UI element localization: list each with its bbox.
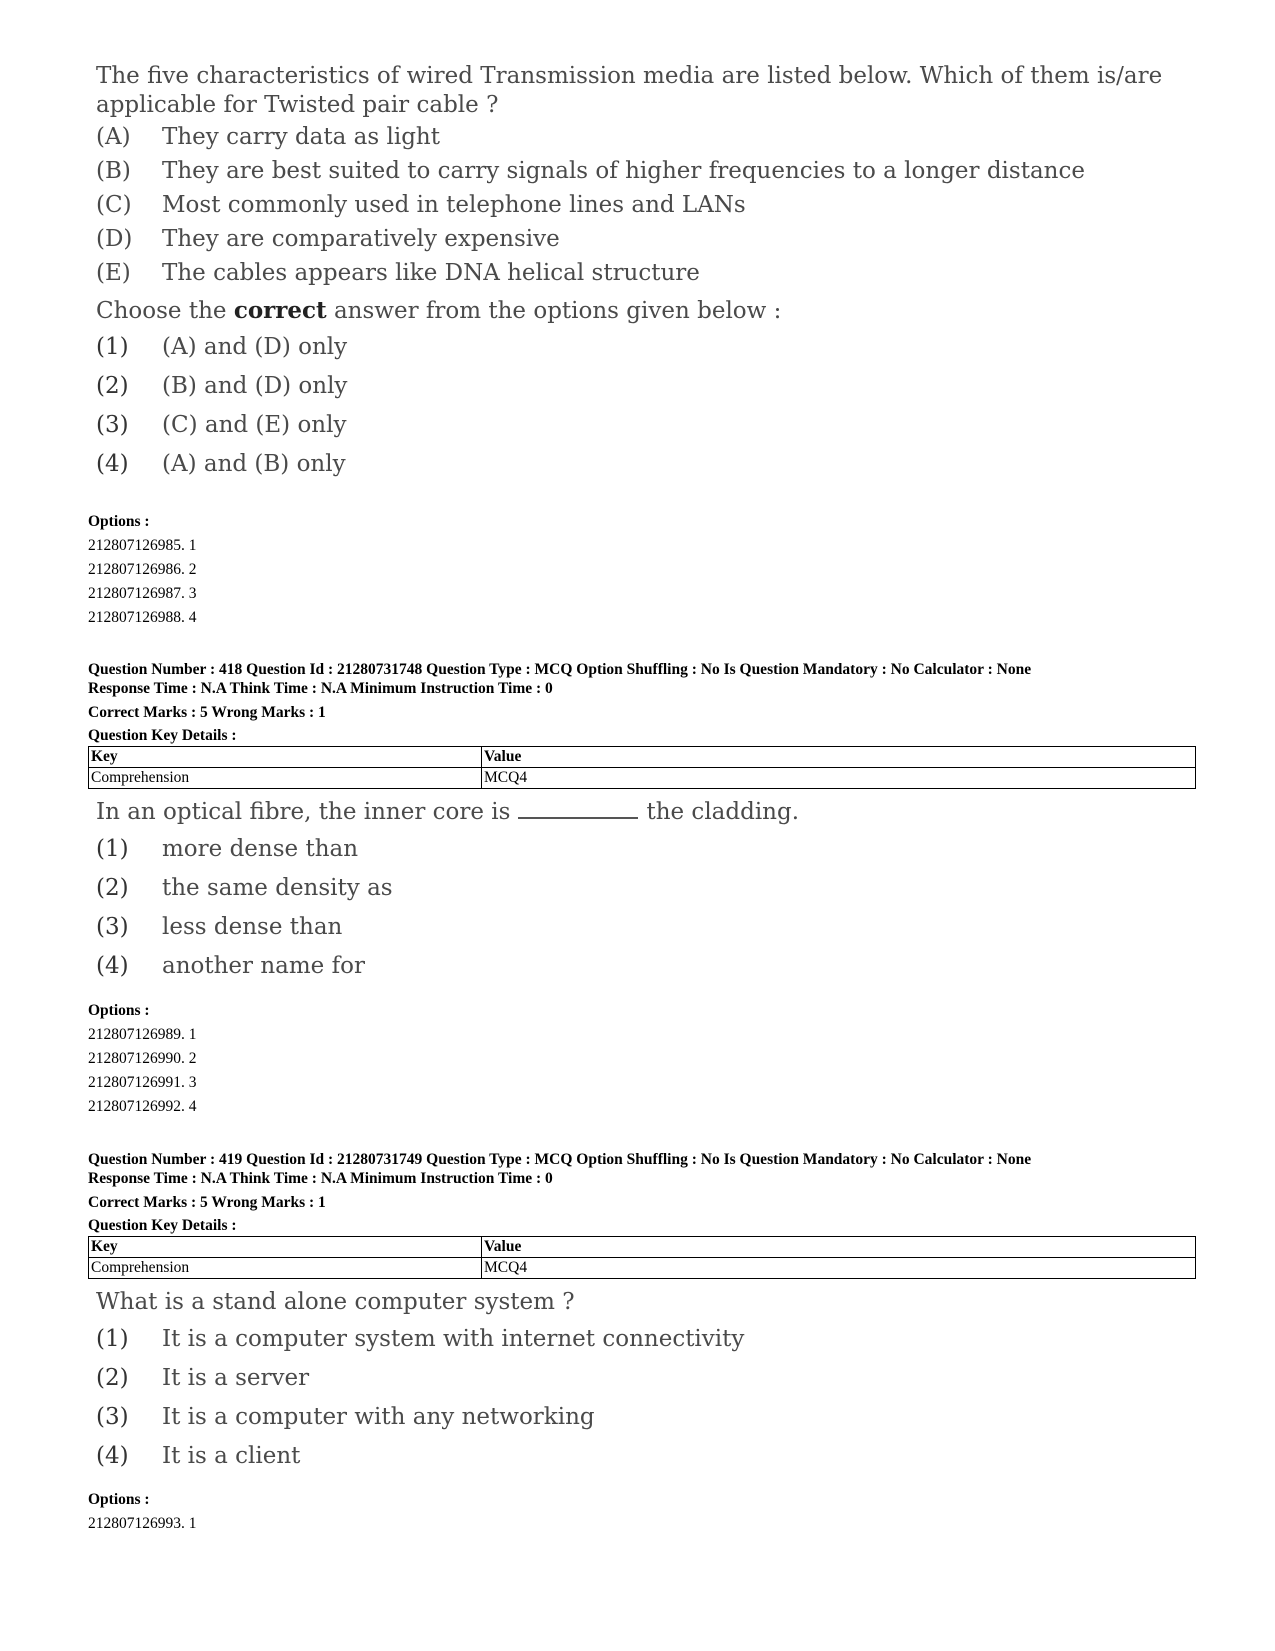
q418-choice: (2) the same density as [96,875,393,901]
table-header-row [89,1237,1196,1258]
q418-choice: (3) less dense than [96,914,343,940]
q417-statement: (B) They are best suited to carry signals of higher frequencies to a longer distance [96,158,1085,184]
value-cell: MCQ4 [482,1258,1196,1279]
key-details-heading: Question Key Details : [88,727,237,744]
table-header-row [89,747,1196,768]
option-id: 212807126989. 1 [88,1026,197,1043]
key-header: Key [89,747,482,768]
marks-line: Correct Marks : 5 Wrong Marks : 1 [88,704,326,721]
fill-in-blank [518,799,638,819]
question-meta-line: Response Time : N.A Think Time : N.A Minimum Instruction Time : 0 [88,1170,553,1187]
question-meta-line: Question Number : 418 Question Id : 21280731748 Question Type : MCQ Option Shuffling : No Is Question Mandatory : No Calculator : None [88,661,1032,678]
q419-choice: (3) It is a computer with any networking [96,1404,595,1430]
q417-choose-instruction: Choose the correct answer from the options given below : [96,297,782,324]
options-heading: Options : [88,513,150,530]
marks-line: Correct Marks : 5 Wrong Marks : 1 [88,1194,326,1211]
option-id: 212807126993. 1 [88,1515,197,1532]
q418-key-table [88,746,1196,789]
value-header: Value [482,747,1196,768]
options-heading: Options : [88,1491,150,1508]
option-id: 212807126992. 4 [88,1098,197,1115]
q419-stem: What is a stand alone computer system ? [96,1289,575,1315]
q419-choice: (1) It is a computer system with internet connectivity [96,1326,745,1352]
q417-statement: (D) They are comparatively expensive [96,226,560,252]
q417-statement: (E) The cables appears like DNA helical structure [96,260,700,286]
option-id: 212807126990. 2 [88,1050,197,1067]
q417-choice: (3) (C) and (E) only [96,412,347,438]
q418-stem: In an optical fibre, the inner core is the cladding. [96,799,800,825]
question-meta-line: Question Number : 419 Question Id : 21280731749 Question Type : MCQ Option Shuffling : No Is Question Mandatory : No Calculator : None [88,1151,1032,1168]
options-heading: Options : [88,1002,150,1019]
option-id: 212807126991. 3 [88,1074,197,1091]
option-id: 212807126987. 3 [88,585,197,602]
q417-stem-line2: applicable for Twisted pair cable ? [96,92,499,118]
value-cell: MCQ4 [482,768,1196,789]
q419-meta [88,1150,1031,1235]
key-details-heading: Question Key Details : [88,1217,237,1234]
table-row [89,768,1196,789]
q417-question-image [96,62,1162,490]
q417-choice: (2) (B) and (D) only [96,373,348,399]
q418-meta [88,660,1031,745]
option-id: 212807126986. 2 [88,561,197,578]
key-cell: Comprehension [89,768,482,789]
option-id: 212807126988. 4 [88,609,197,626]
q418-options [88,999,197,1119]
q417-choice: (4) (A) and (B) only [96,451,346,477]
q418-choice: (4) another name for [96,953,365,979]
option-id: 212807126985. 1 [88,537,197,554]
q417-choice: (1) (A) and (D) only [96,334,348,360]
q417-statement: (A) They carry data as light [96,124,440,150]
q419-question-image [96,1288,745,1482]
q417-stem-line1: The five characteristics of wired Transmission media are listed below. Which of them is/are [96,63,1163,89]
q419-key-table [88,1236,1196,1279]
q419-options [88,1488,197,1536]
table-row [89,1258,1196,1279]
key-header: Key [89,1237,482,1258]
question-meta-line: Response Time : N.A Think Time : N.A Minimum Instruction Time : 0 [88,680,553,697]
q417-statement: (C) Most commonly used in telephone lines and LANs [96,192,746,218]
q418-question-image [96,798,799,992]
q418-choice: (1) more dense than [96,836,359,862]
value-header: Value [482,1237,1196,1258]
key-cell: Comprehension [89,1258,482,1279]
q417-options [88,510,197,630]
q419-choice: (4) It is a client [96,1443,301,1469]
q419-choice: (2) It is a server [96,1365,310,1391]
